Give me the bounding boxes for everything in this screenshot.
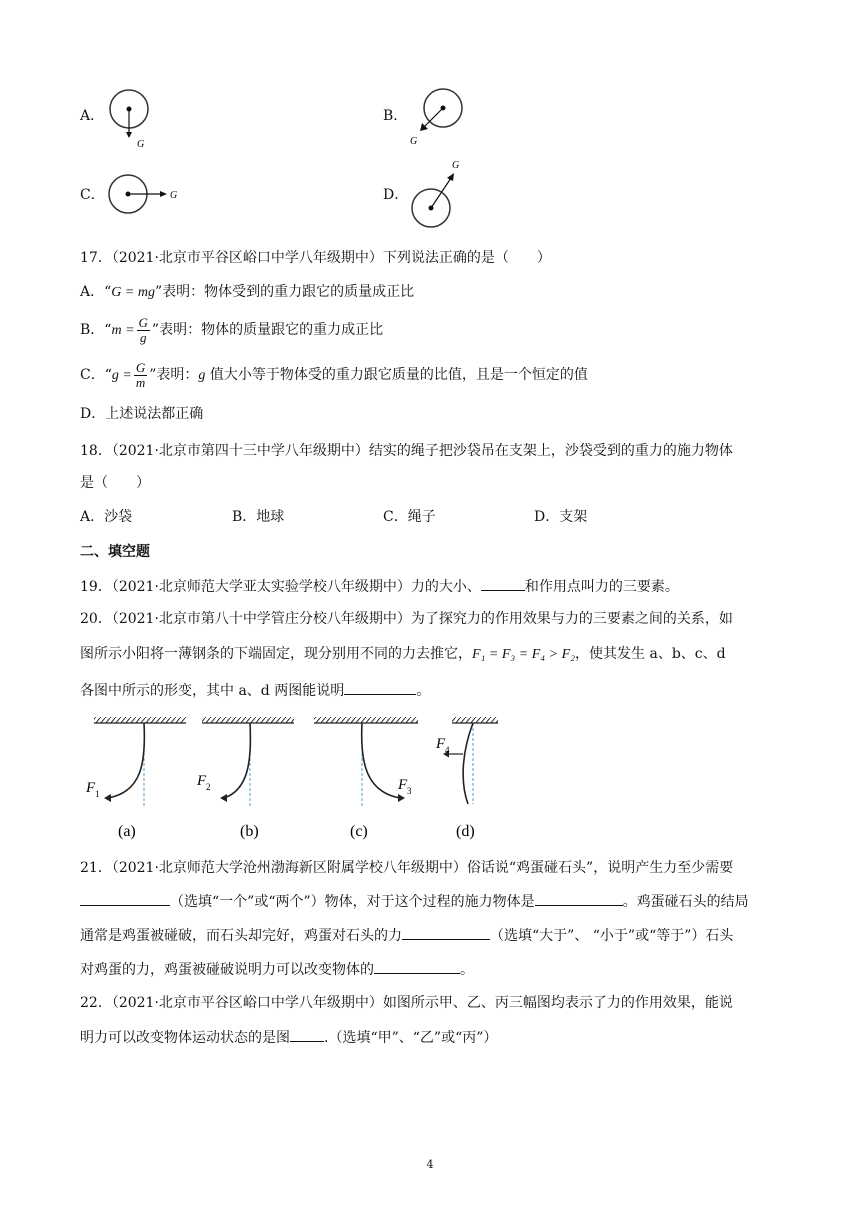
q16-figure-b bbox=[404, 84, 470, 148]
q17-b-prefix: B．“ bbox=[80, 322, 112, 338]
q20-line3 bbox=[80, 680, 430, 701]
force-label-c: F bbox=[398, 777, 408, 793]
q21-line3 bbox=[80, 925, 733, 946]
q17-c-denominator: m bbox=[135, 374, 146, 390]
q21-line4-after: 。 bbox=[460, 962, 474, 978]
q20-formula: F₁ = F₃ = F₄ > F₂ bbox=[472, 647, 576, 662]
q16-figure-c bbox=[106, 172, 186, 218]
g-label: G bbox=[410, 136, 418, 147]
force-arrow-head bbox=[220, 794, 227, 802]
q17-option-d: D．上述说法都正确 bbox=[80, 406, 204, 422]
q20-line3-after: 。 bbox=[416, 683, 431, 699]
q17-option-a bbox=[80, 282, 414, 303]
q17-b-denominator: g bbox=[139, 329, 147, 345]
q16-option-d-label: D． bbox=[383, 187, 409, 203]
q17-c-prefix: C．“ bbox=[80, 367, 112, 383]
q21-blank-1[interactable] bbox=[80, 891, 170, 906]
q17-b-fraction bbox=[137, 316, 150, 345]
arrow-head bbox=[126, 132, 132, 138]
g-label: G bbox=[170, 190, 178, 201]
ceiling-hatch bbox=[202, 717, 294, 723]
panel-label-b: (b) bbox=[240, 823, 259, 840]
gravity-arrow bbox=[431, 178, 451, 208]
force-arrow-head bbox=[104, 794, 111, 802]
q17-c-suffix: 值大小等于物体受的重力跟它质量的比值，且是一个恒定的值 bbox=[205, 367, 588, 383]
q16-option-b-label: B． bbox=[383, 108, 408, 124]
q22-answer-blank[interactable] bbox=[290, 1027, 324, 1042]
q19 bbox=[80, 576, 679, 597]
q18-option-b: B．地球 bbox=[232, 509, 285, 525]
force-label-a: F bbox=[86, 780, 96, 796]
force-sub-b: 2 bbox=[206, 782, 211, 792]
q17-c-mid: ”表明： bbox=[149, 367, 199, 383]
page-number: 4 bbox=[426, 1158, 434, 1171]
q17-c-var: g bbox=[198, 368, 206, 383]
q17-b-numerator: G bbox=[138, 314, 148, 330]
q21-line2-mid: （选填“一个”或“两个”）物体，对于这个过程的施力物体是 bbox=[170, 894, 535, 910]
force-sub-a: 1 bbox=[95, 789, 100, 799]
q21-line3-before: 通常是鸡蛋被碰破，而石头却完好，鸡蛋对石头的力 bbox=[80, 928, 402, 944]
q19-after: 和作用点叫力的三要素。 bbox=[524, 579, 679, 595]
q17-c-numerator: G bbox=[135, 359, 146, 375]
q17-stem: 17．（2021·北京市平谷区峪口中学八年级期中）下列说法正确的是（ ） bbox=[80, 250, 551, 266]
section-heading: 二、填空题 bbox=[80, 544, 150, 560]
force-sub-c: 3 bbox=[407, 786, 412, 796]
q16-figure-a bbox=[104, 88, 164, 152]
q21-line4 bbox=[80, 959, 474, 980]
ceiling-hatch bbox=[94, 717, 186, 723]
q21-line1: 21．（2021·北京师范大学沧州渤海新区附属学校八年级期中）俗话说“鸡蛋碰石头”，说明产生力至少需要 bbox=[80, 860, 734, 876]
q18-option-a: A．沙袋 bbox=[80, 509, 133, 525]
q21-blank-4[interactable] bbox=[374, 959, 460, 974]
steel-strip bbox=[108, 723, 144, 798]
q19-before: 19．（2021·北京师范大学亚太实验学校八年级期中）力的大小、 bbox=[80, 579, 481, 595]
panel-label-a: (a) bbox=[118, 823, 136, 840]
q18-stem-line2: 是（ ） bbox=[80, 475, 150, 491]
force-sub-d: 4 bbox=[445, 745, 450, 755]
q17-a-suffix: ”表明：物体受到的重力跟它的质量成正比 bbox=[154, 284, 415, 300]
steel-strip bbox=[362, 723, 400, 798]
steel-strip bbox=[463, 723, 473, 804]
q18-option-d: D．支架 bbox=[534, 509, 588, 525]
force-label-d: F bbox=[436, 736, 446, 752]
q17-a-formula: G = mg bbox=[111, 285, 155, 300]
q20-panel-c bbox=[314, 717, 418, 840]
ceiling-hatch bbox=[452, 717, 498, 723]
q20-answer-blank[interactable] bbox=[344, 680, 416, 695]
q16-option-c-label: C． bbox=[80, 187, 105, 203]
q20-line3-before: 各图中所示的形变，其中 a、d 两图能说明 bbox=[80, 683, 345, 699]
q20-figure bbox=[80, 712, 520, 844]
arrow-head bbox=[160, 191, 167, 197]
q17-b-lhs: m = bbox=[111, 323, 135, 338]
q22-line2-after: .（选填“甲”、“乙”或“丙”） bbox=[324, 1030, 498, 1046]
q21-blank-2[interactable] bbox=[535, 891, 623, 906]
q19-answer-blank[interactable] bbox=[481, 576, 525, 591]
q20-panel-d bbox=[435, 717, 498, 840]
force-arrow-head bbox=[398, 794, 405, 802]
q20-line2 bbox=[80, 644, 726, 665]
q22-line2 bbox=[80, 1027, 497, 1048]
g-label: G bbox=[137, 139, 145, 150]
q20-line2-after: ，使其发生 a、b、c、d bbox=[575, 646, 726, 662]
q17-c-lhs: g = bbox=[111, 368, 132, 383]
q17-a-prefix: A．“ bbox=[80, 284, 112, 300]
q17-option-c bbox=[80, 360, 588, 390]
q21-line3-after: （选填“大于”、 “小于”或“等于”）石头 bbox=[490, 928, 734, 944]
q16-figure-d bbox=[404, 156, 470, 230]
q16-option-a-label: A． bbox=[80, 108, 105, 124]
ceiling-hatch bbox=[314, 717, 418, 723]
q22-line2-before: 明力可以改变物体运动状态的是图 bbox=[80, 1030, 290, 1046]
panel-label-d: (d) bbox=[456, 823, 475, 840]
q17-b-suffix: ”表明：物体的质量跟它的重力成正比 bbox=[151, 322, 384, 338]
q21-line4-before: 对鸡蛋的力，鸡蛋被碰破说明力可以改变物体的 bbox=[80, 962, 374, 978]
q20-line1: 20．（2021·北京市第八十中学管庄分校八年级期中）为了探究力的作用效果与力的三要素之间的关系，如 bbox=[80, 611, 733, 627]
q18-option-c: C．绳子 bbox=[383, 509, 436, 525]
q20-panel-b bbox=[196, 717, 294, 840]
steel-strip bbox=[224, 723, 250, 798]
q21-line2 bbox=[80, 891, 749, 912]
q18-stem-line1: 18．（2021·北京市第四十三中学八年级期中）结实的绳子把沙袋吊在支架上，沙袋受到的重力的施力物体 bbox=[80, 443, 733, 459]
q17-option-b bbox=[80, 315, 383, 345]
q22-line1: 22．（2021·北京市平谷区峪口中学八年级期中）如图所示甲、乙、丙三幅图均表示了力的作用效果，能说 bbox=[80, 995, 733, 1011]
g-label: G bbox=[452, 160, 460, 171]
q21-line2-after: 。鸡蛋碰石头的结局 bbox=[622, 894, 749, 910]
q17-c-fraction bbox=[134, 361, 147, 390]
panel-label-c: (c) bbox=[350, 823, 368, 840]
q20-line2-before: 图所示小阳将一薄钢条的下端固定，现分别用不同的力去推它， bbox=[80, 646, 472, 662]
force-label-b: F bbox=[197, 773, 207, 789]
q20-panel-a bbox=[85, 717, 186, 840]
q21-blank-3[interactable] bbox=[402, 925, 490, 940]
